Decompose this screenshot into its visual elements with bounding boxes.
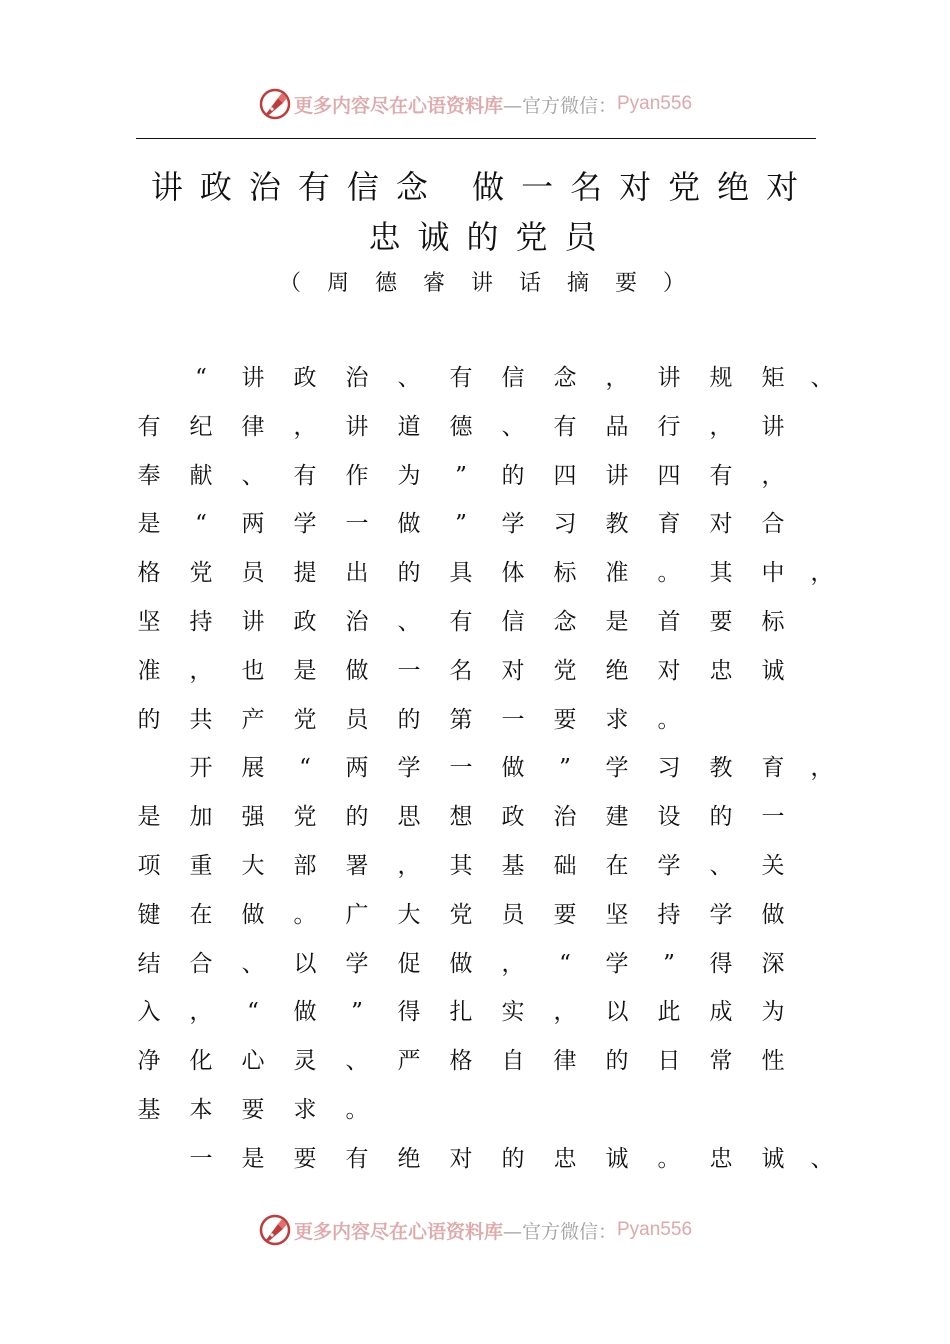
- body-char: 准: [137, 657, 161, 684]
- body-line: [0, 555, 950, 591]
- body-char: 。: [293, 901, 317, 928]
- body-char: 以: [293, 950, 317, 977]
- body-char: 有: [449, 365, 473, 391]
- body-char: 学: [605, 755, 629, 782]
- body-char: 入: [137, 999, 161, 1026]
- body-char: 加: [189, 804, 213, 831]
- body-char: ”: [455, 511, 467, 538]
- body-char: 做: [345, 657, 369, 684]
- body-char: ”: [455, 462, 467, 489]
- body-char: 学: [657, 853, 681, 879]
- body-char: ”: [351, 999, 363, 1026]
- body-char: 强: [241, 804, 265, 831]
- title-line-1: 讲政治有信念 做一名对党绝对: [150, 168, 816, 206]
- body-char: 化: [189, 1048, 213, 1075]
- pen-nib-logo-icon: [258, 1213, 292, 1247]
- body-char: 两: [345, 755, 369, 782]
- body-char: 讲: [241, 365, 265, 391]
- body-char: 诚: [761, 657, 785, 684]
- body-char: 为: [761, 999, 785, 1026]
- body-char: 忠: [709, 1145, 733, 1172]
- body-char: ”: [663, 950, 675, 977]
- body-char: 础: [553, 853, 577, 879]
- body-char: 奉: [137, 462, 161, 489]
- body-char: 律: [553, 1048, 577, 1075]
- body-char: 大: [241, 853, 265, 879]
- body-line: [0, 360, 950, 396]
- body-char: 部: [293, 853, 317, 879]
- body-char: ，: [397, 853, 421, 879]
- body-char: 严: [397, 1048, 421, 1075]
- body-char: 一: [761, 804, 785, 831]
- body-char: ，: [605, 365, 629, 391]
- body-char: 具: [449, 560, 473, 587]
- body-char: “: [195, 365, 207, 391]
- body-char: 结: [137, 950, 161, 977]
- body-char: 大: [397, 901, 421, 928]
- body-char: 。: [345, 1097, 369, 1123]
- body-char: ，: [501, 950, 525, 977]
- body-char: 念: [553, 365, 577, 391]
- body-char: 是: [293, 657, 317, 684]
- body-char: “: [195, 511, 207, 538]
- body-char: 是: [137, 804, 161, 831]
- body-char: 有: [449, 609, 473, 635]
- watermark-separator: —官方微信：: [502, 1220, 617, 1243]
- body-char: 讲: [345, 413, 369, 440]
- body-char: 实: [501, 999, 525, 1026]
- body-char: 扎: [449, 999, 473, 1026]
- body-char: 做: [449, 950, 473, 977]
- body-char: 第: [449, 706, 473, 733]
- body-char: 要: [553, 901, 577, 928]
- body-char: 绝: [397, 1145, 421, 1172]
- body-char: 思: [397, 804, 421, 831]
- body-char: 绝: [605, 657, 629, 684]
- body-char: 一: [345, 511, 369, 538]
- body-char: 对: [709, 511, 733, 538]
- body-char: 重: [189, 853, 213, 879]
- body-line: [0, 946, 950, 982]
- body-char: 学: [605, 950, 629, 977]
- body-char: 习: [657, 755, 681, 782]
- body-char: 有: [553, 413, 577, 440]
- body-char: 署: [345, 853, 369, 879]
- body-char: 讲: [241, 609, 265, 635]
- body-char: 要: [293, 1145, 317, 1172]
- body-char: 一: [501, 706, 525, 733]
- body-char: 、: [810, 365, 834, 391]
- body-char: 在: [189, 901, 213, 928]
- body-char: 本: [189, 1097, 213, 1123]
- body-char: 设: [657, 804, 681, 831]
- body-char: 体: [501, 560, 525, 587]
- body-char: 灵: [293, 1048, 317, 1075]
- body-char: 合: [761, 511, 785, 538]
- body-char: 要: [241, 1097, 265, 1123]
- body-char: 党: [553, 657, 577, 684]
- body-char: 、: [709, 853, 733, 879]
- body-line: [0, 506, 950, 542]
- body-char: 有: [345, 1145, 369, 1172]
- body-line: [0, 604, 950, 640]
- body-char: 出: [345, 560, 369, 587]
- body-char: 作: [345, 462, 369, 489]
- body-char: 学: [345, 950, 369, 977]
- body-char: 、: [397, 365, 421, 391]
- body-char: 员: [501, 901, 525, 928]
- body-char: 政: [293, 609, 317, 635]
- body-char: “: [247, 999, 259, 1026]
- body-char: 有: [709, 462, 733, 489]
- body-char: 的: [397, 560, 421, 587]
- body-char: 得: [709, 950, 733, 977]
- body-char: 、: [241, 950, 265, 977]
- body-char: 、: [501, 413, 525, 440]
- body-line: [0, 702, 950, 738]
- body-char: “: [299, 755, 311, 782]
- body-line: [0, 1092, 950, 1128]
- body-char: 是: [137, 511, 161, 538]
- body-char: 党: [189, 560, 213, 587]
- body-line: [0, 799, 950, 835]
- body-char: “: [559, 950, 571, 977]
- body-line: [0, 994, 950, 1030]
- body-char: 基: [501, 853, 525, 879]
- body-char: 讲: [761, 413, 785, 440]
- body-char: 格: [137, 560, 161, 587]
- body-char: 为: [397, 462, 421, 489]
- body-line: [0, 750, 950, 786]
- body-char: 也: [241, 657, 265, 684]
- watermark-wechat-id: Pyan556: [617, 1219, 693, 1240]
- body-char: 做: [397, 511, 421, 538]
- body-char: 治: [345, 609, 369, 635]
- body-char: 常: [709, 1048, 733, 1075]
- body-char: 、: [345, 1048, 369, 1075]
- body-line: [0, 409, 950, 445]
- body-char: 建: [605, 804, 629, 831]
- body-char: 、: [241, 462, 265, 489]
- body-char: 标: [761, 609, 785, 635]
- body-char: 治: [345, 365, 369, 391]
- body-char: 习: [553, 511, 577, 538]
- title-line-2: 忠诚的党员: [368, 218, 614, 256]
- body-char: 有: [293, 462, 317, 489]
- body-char: 的: [605, 1048, 629, 1075]
- body-char: 一: [449, 755, 473, 782]
- body-char: 育: [761, 755, 785, 782]
- body-char: 诚: [605, 1145, 629, 1172]
- body-char: 律: [241, 413, 265, 440]
- watermark-text: 更多内容尽在心语资料库: [293, 94, 503, 117]
- footer-watermark: [0, 1210, 950, 1250]
- body-char: 坚: [605, 901, 629, 928]
- header-watermark: [0, 84, 950, 124]
- body-char: 标: [553, 560, 577, 587]
- body-char: 键: [137, 901, 161, 928]
- body-char: 持: [657, 901, 681, 928]
- body-char: 。: [657, 706, 681, 733]
- body-char: 是: [605, 609, 629, 635]
- body-char: ，: [709, 413, 733, 440]
- body-char: 的: [709, 804, 733, 831]
- body-char: 党: [293, 706, 317, 733]
- body-char: 员: [345, 706, 369, 733]
- body-char: 共: [189, 706, 213, 733]
- body-char: 中: [761, 560, 785, 587]
- body-char: ，: [810, 560, 834, 587]
- body-char: 要: [553, 706, 577, 733]
- body-char: 政: [293, 365, 317, 391]
- body-char: 念: [553, 609, 577, 635]
- body-char: 、: [397, 609, 421, 635]
- body-char: 讲: [657, 365, 681, 391]
- body-char: 有: [137, 413, 161, 440]
- body-char: 是: [241, 1145, 265, 1172]
- body-char: 要: [709, 609, 733, 635]
- body-char: 促: [397, 950, 421, 977]
- body-char: 做: [501, 755, 525, 782]
- body-char: ”: [559, 755, 571, 782]
- pen-nib-logo-icon: [258, 87, 292, 121]
- body-char: 以: [605, 999, 629, 1026]
- body-char: 开: [189, 755, 213, 782]
- body-char: 其: [709, 560, 733, 587]
- body-char: 诚: [761, 1145, 785, 1172]
- body-char: 一: [189, 1145, 213, 1172]
- body-char: 学: [293, 511, 317, 538]
- body-char: ，: [810, 755, 834, 782]
- body-char: 求: [293, 1097, 317, 1123]
- body-char: 性: [761, 1048, 785, 1075]
- watermark-separator: —官方微信：: [502, 94, 617, 117]
- body-char: 。: [657, 1145, 681, 1172]
- body-char: 教: [709, 755, 733, 782]
- body-char: 的: [501, 462, 525, 489]
- body-char: 党: [449, 901, 473, 928]
- body-char: 其: [449, 853, 473, 879]
- body-char: 坚: [137, 609, 161, 635]
- body-char: 的: [501, 1145, 525, 1172]
- body-char: 道: [397, 413, 421, 440]
- body-char: 规: [709, 365, 733, 391]
- body-char: 心: [241, 1048, 265, 1075]
- body-char: 做: [241, 901, 265, 928]
- body-char: 净: [137, 1048, 161, 1075]
- body-char: 党: [293, 804, 317, 831]
- body-char: 的: [397, 706, 421, 733]
- body-char: 做: [293, 999, 317, 1026]
- body-char: 的: [345, 804, 369, 831]
- body-char: 此: [657, 999, 681, 1026]
- body-char: 在: [605, 853, 629, 879]
- body-line: [0, 897, 950, 933]
- body-char: ，: [761, 462, 785, 489]
- body-char: 学: [397, 755, 421, 782]
- watermark-wechat-id: Pyan556: [617, 93, 693, 114]
- body-char: 对: [657, 657, 681, 684]
- body-line: [0, 848, 950, 884]
- body-char: 对: [501, 657, 525, 684]
- body-char: 的: [137, 706, 161, 733]
- body-line: [0, 653, 950, 689]
- body-char: 提: [293, 560, 317, 587]
- body-char: 项: [137, 853, 161, 879]
- body-char: 两: [241, 511, 265, 538]
- body-char: 关: [761, 853, 785, 879]
- body-char: ，: [189, 657, 213, 684]
- body-char: 员: [241, 560, 265, 587]
- body-char: 、: [810, 1145, 834, 1172]
- body-char: 深: [761, 950, 785, 977]
- body-char: 行: [657, 413, 681, 440]
- body-char: ，: [293, 413, 317, 440]
- body-char: 政: [501, 804, 525, 831]
- body-char: 治: [553, 804, 577, 831]
- body-char: 忠: [709, 657, 733, 684]
- body-char: 纪: [189, 413, 213, 440]
- subtitle: （周德睿讲话摘要）: [278, 271, 711, 296]
- body-char: 格: [449, 1048, 473, 1075]
- body-char: 首: [657, 609, 681, 635]
- body-char: 讲: [605, 462, 629, 489]
- body-char: 合: [189, 950, 213, 977]
- body-char: 产: [241, 706, 265, 733]
- body-char: 展: [241, 755, 265, 782]
- body-char: ，: [553, 999, 577, 1026]
- body-char: 想: [449, 804, 473, 831]
- body-char: 育: [657, 511, 681, 538]
- body-line: [0, 1043, 950, 1079]
- body-char: 日: [657, 1048, 681, 1075]
- body-line: [0, 1141, 950, 1177]
- body-char: 教: [605, 511, 629, 538]
- body-char: 求: [605, 706, 629, 733]
- header-rule: [136, 138, 816, 139]
- body-char: 一: [397, 657, 421, 684]
- body-char: 准: [605, 560, 629, 587]
- body-char: 品: [605, 413, 629, 440]
- body-char: 。: [657, 560, 681, 587]
- body-char: 名: [449, 657, 473, 684]
- body-char: 四: [553, 462, 577, 489]
- body-char: 基: [137, 1097, 161, 1123]
- body-char: 自: [501, 1048, 525, 1075]
- body-char: 忠: [553, 1145, 577, 1172]
- body-char: 得: [397, 999, 421, 1026]
- body-char: 广: [345, 901, 369, 928]
- body-char: 持: [189, 609, 213, 635]
- body-char: 献: [189, 462, 213, 489]
- body-char: 信: [501, 365, 525, 391]
- body-char: 德: [449, 413, 473, 440]
- body-line: [0, 458, 950, 494]
- body-char: 矩: [761, 365, 785, 391]
- watermark-text: 更多内容尽在心语资料库: [293, 1220, 503, 1243]
- body-char: 做: [761, 901, 785, 928]
- body-char: 学: [501, 511, 525, 538]
- body-char: 对: [449, 1145, 473, 1172]
- body-char: 成: [709, 999, 733, 1026]
- body-char: 学: [709, 901, 733, 928]
- body-char: 四: [657, 462, 681, 489]
- body-char: ，: [189, 999, 213, 1026]
- body-char: 信: [501, 609, 525, 635]
